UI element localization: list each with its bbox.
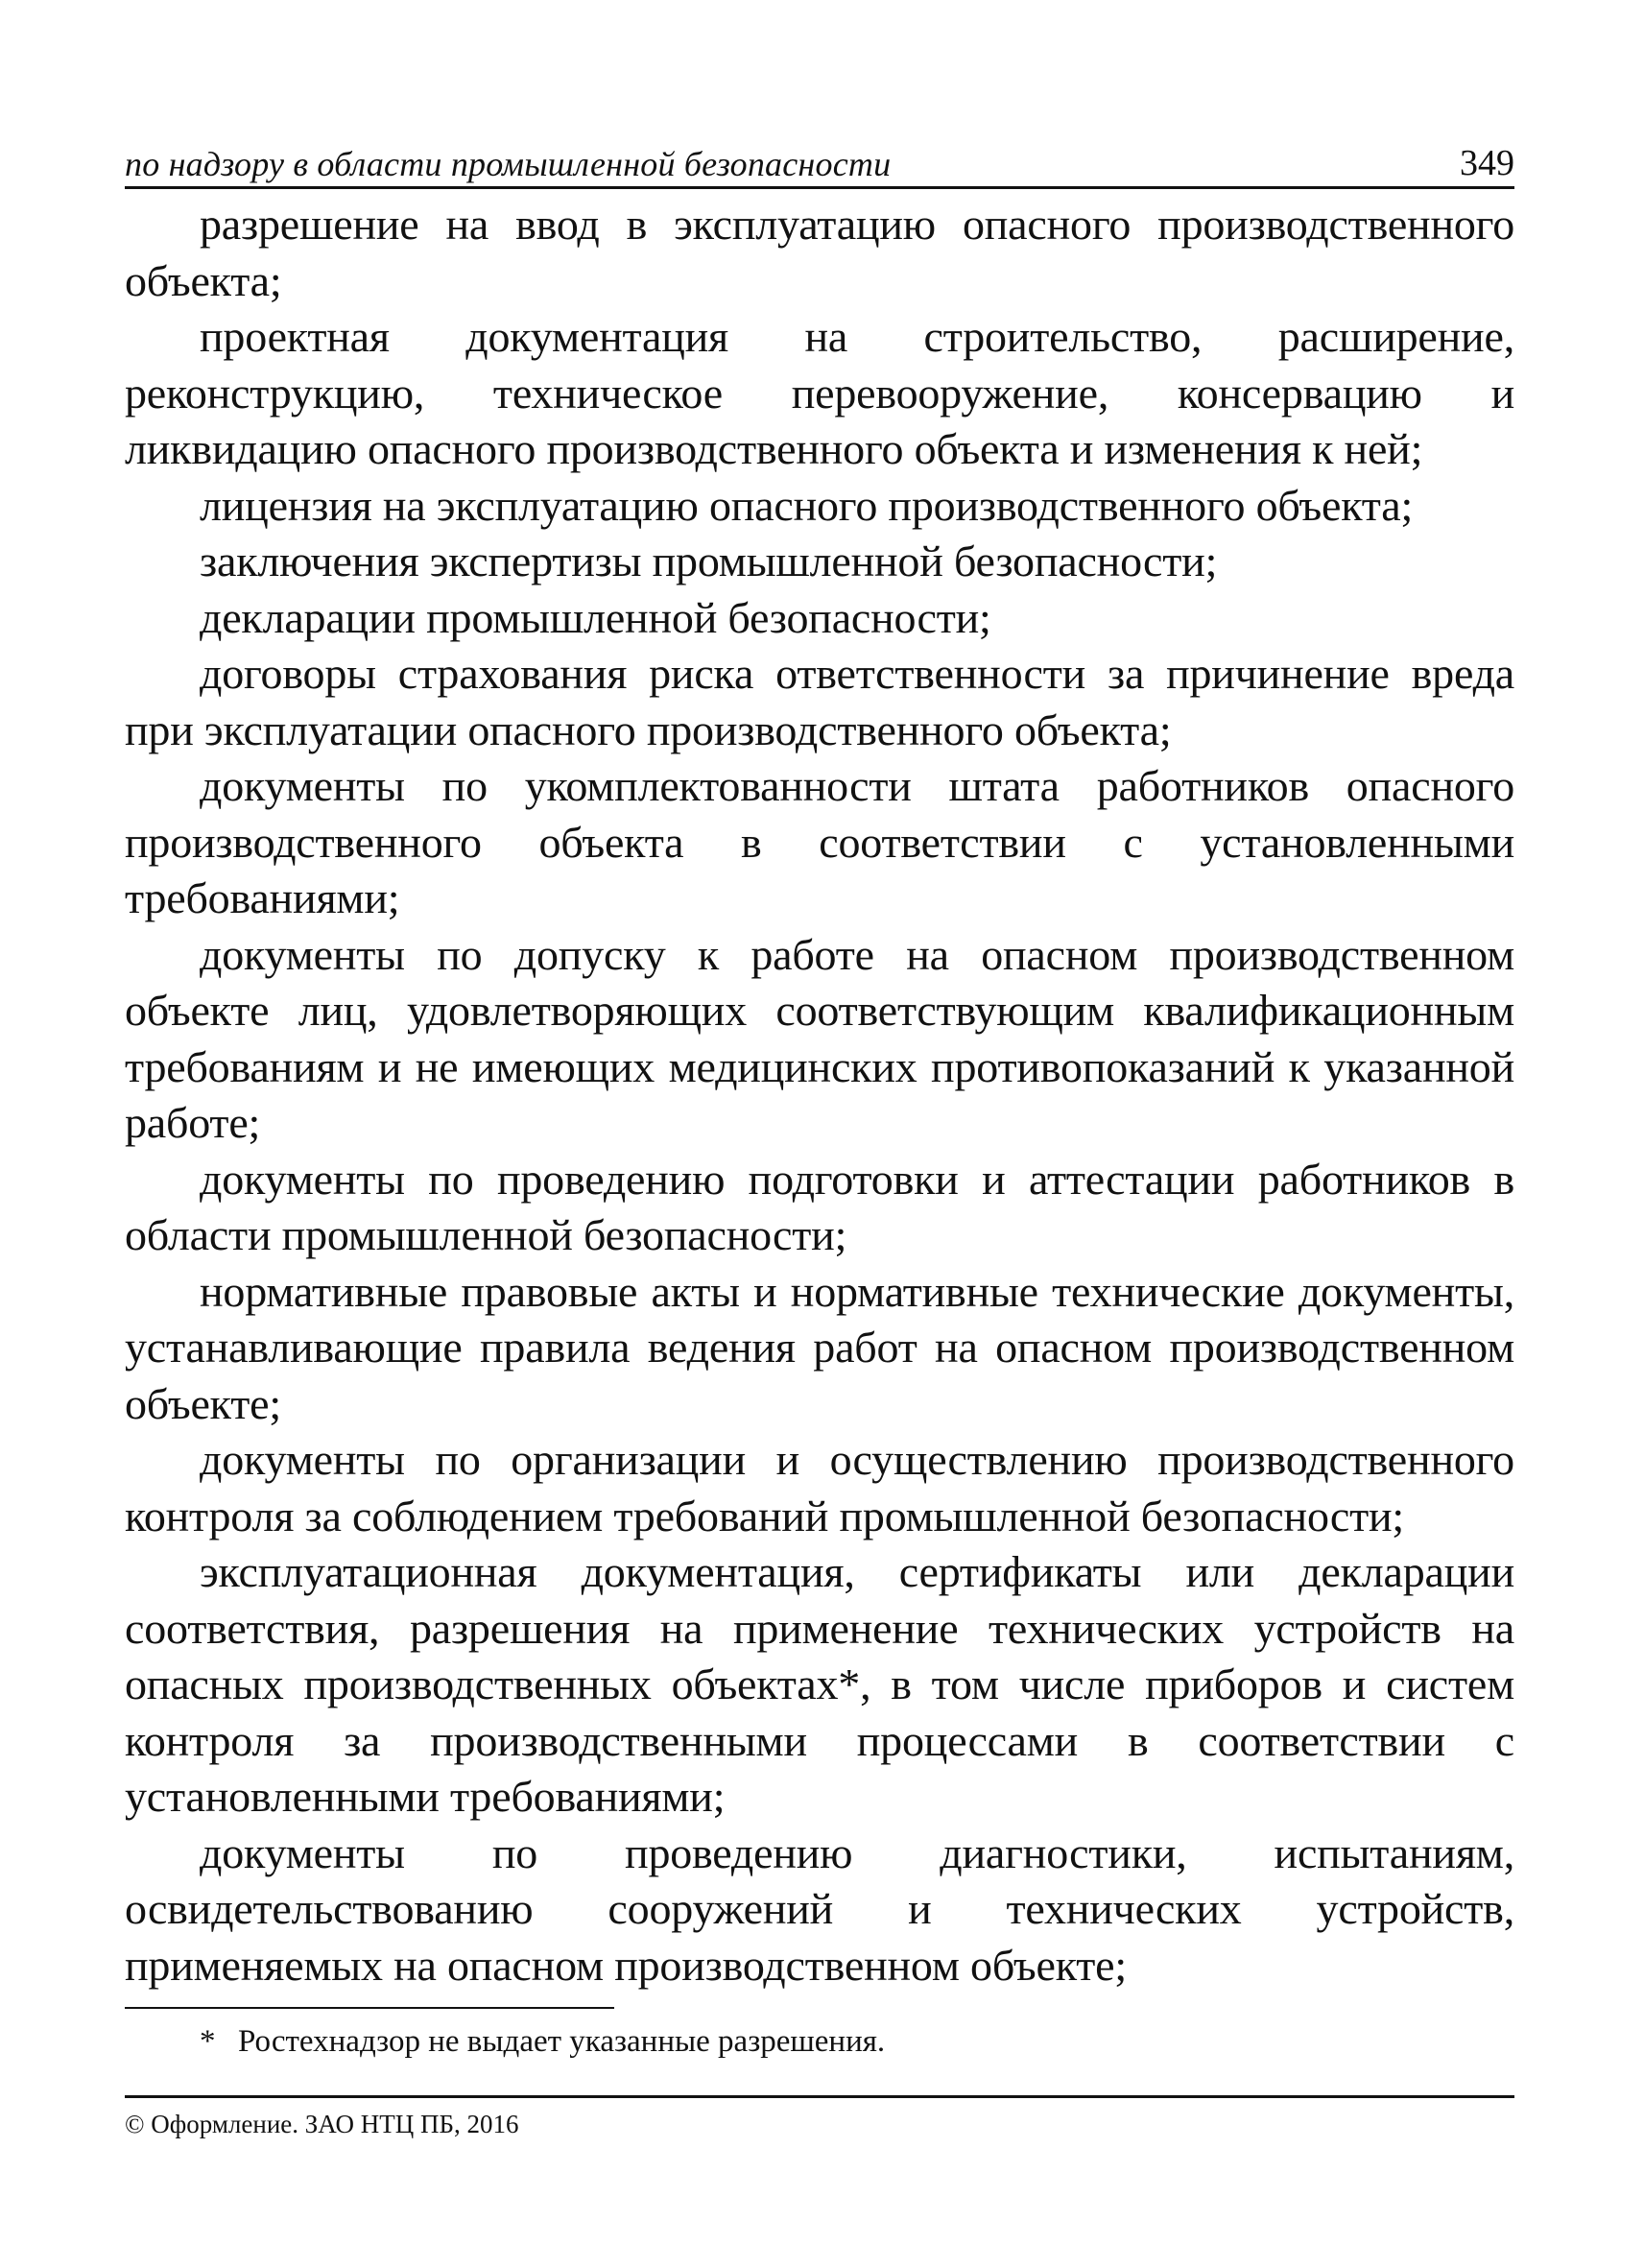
list-paragraph: нормативные правовые акты и нормативные технические документы, устанавливающие правила ведения работ на опасном производственном объекте; (125, 1266, 1514, 1428)
list-paragraph: документы по проведению подготовки и аттестации работников в области промышленной безопасности; (125, 1154, 1514, 1259)
list-paragraph: договоры страхования риска ответственности за причинение вреда при эксплуатации опасного производственного объекта; (125, 649, 1514, 754)
list-paragraph: лицензия на эксплуатацию опасного производственного объекта; (200, 480, 1414, 530)
copyright-credit: © Оформление. ЗАО НТЦ ПБ, 2016 (125, 2110, 519, 2138)
running-header (125, 144, 1514, 189)
list-paragraph: заключения экспертизы промышленной безопасности; (200, 537, 1218, 585)
list-paragraph: документы по допуску к работе на опасном производственном объекте лиц, удовлетворяющих соответствующим квалификационным требованиям и не имеющих медицинских противопоказаний к указанной работе; (125, 929, 1514, 1147)
footnote-divider (125, 2007, 614, 2009)
credit-divider (125, 2095, 1514, 2098)
list-paragraph: разрешение на ввод в эксплуатацию опасного производственного объекта; (125, 200, 1514, 305)
running-title: по надзору в области промышленной безопасности (125, 145, 892, 183)
list-paragraph: декларации промышленной безопасности; (200, 592, 991, 642)
list-paragraph: документы по проведению диагностики, испытаниям, освидетельствованию сооружений и технических устройств, применяемых на опасном производственном объекте; (125, 1827, 1514, 1990)
page-number: 349 (1460, 143, 1514, 183)
footnote (125, 2022, 1514, 2061)
book-page (125, 144, 1514, 2198)
list-paragraph: проектная документация на строительство, расширение, реконструкцию, техническое перевооружение, консервацию и ликвидацию опасного производственного объекта и изменения к ней; (125, 312, 1514, 473)
body-text (125, 197, 1514, 1993)
list-paragraph: эксплуатационная документация, сертификаты или декларации соответствия, разрешения на применение технических устройств на опасных производственных объектах*, в том числе приборов и систем контроля за производственными процессами в соответствии с установленными требованиями; (125, 1547, 1514, 1821)
footnote-mark: * (200, 2024, 216, 2059)
footnote-text: Ростехнадзор не выдает указанные разрешения. (238, 2024, 886, 2059)
list-paragraph: документы по организации и осуществлению производственного контроля за соблюдением требований промышленной безопасности; (125, 1435, 1514, 1540)
list-paragraph: документы по укомплектованности штата работников опасного производственного объекта в соответствии с установленными требованиями; (125, 761, 1514, 922)
